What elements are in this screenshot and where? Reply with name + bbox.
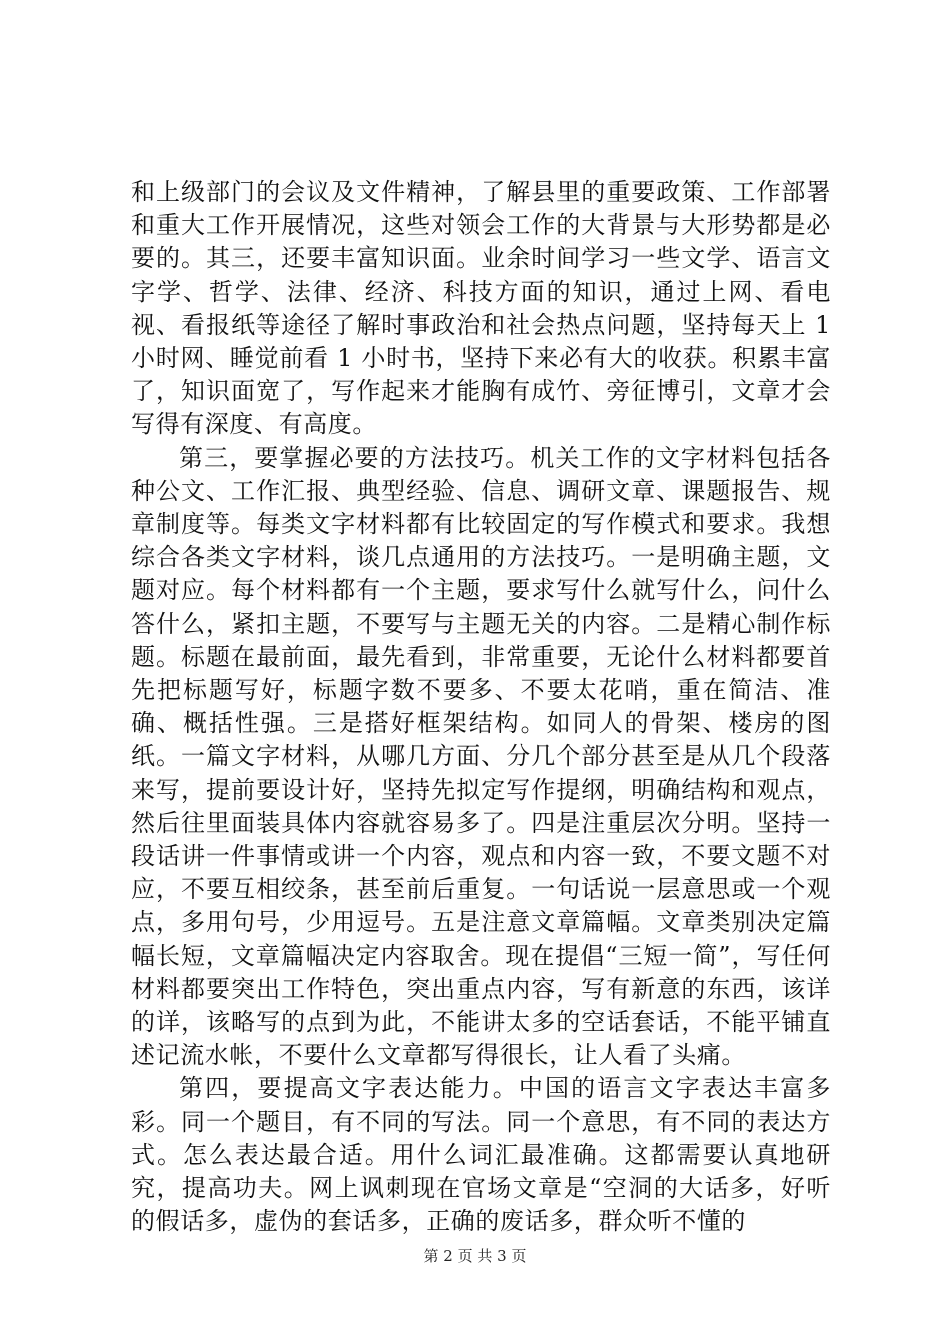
- paragraph-2: 第三，要掌握必要的方法技巧。机关工作的文字材料包括各种公文、工作汇报、典型经验、信息、调研文章、课题报告、规章制度等。每类文字材料都有比较固定的写作模式和要求。我想综合各类文字材料，谈几点通用的方法技巧。一是明确主题，文题对应。每个材料都有一个主题，要求写什么就写什么，问什么答什么，紧扣主题，不要写与主题无关的内容。二是精心制作标题。标题在最前面，最先看到，非常重要，无论什么材料都要首先把标题写好，标题字数不要多、不要太花哨，重在简洁、准确、概括性强。三是搭好框架结构。如同人的骨架、楼房的图纸。一篇文字材料，从哪几方面、分几个部分甚至是从几个段落来写，提前要设计好，坚持先拟定写作提纲，明确结构和观点，然后往里面装具体内容就容易多了。四是注重层次分明。坚持一段话讲一件事情或讲一个内容，观点和内容一致，不要文题不对应，不要互相绞条，甚至前后重复。一句话说一层意思或一个观点，多用句号，少用逗号。五是注意文章篇幅。文章类别决定篇幅长短，文章篇幅决定内容取舍。现在提倡“三短一简”，写任何材料都要突出工作特色，突出重点内容，写有新意的东西，该详的详，该略写的点到为此，不能讲太多的空话套话，不能平铺直述记流水帐，不要什么文章都写得很长，让人看了头痛。: [131, 443, 831, 1070]
- body-text: [131, 176, 831, 1239]
- paragraph-1: 和上级部门的会议及文件精神，了解县里的重要政策、工作部署和重大工作开展情况，这些对领会工作的大背景与大形势都是必要的。其三，还要丰富知识面。业余时间学习一些文学、语言文字学、哲学、法律、经济、科技方面的知识，通过上网、看电视、看报纸等途径了解时事政治和社会热点问题，坚持每天上 1 小时网、睡觉前看 1 小时书，坚持下来必有大的收获。积累丰富了，知识面宽了，写作起来才能胸有成竹、旁征博引，文章才会写得有深度、有高度。: [131, 178, 831, 439]
- page-number-footer: 第 2 页 共 3 页: [423, 1247, 527, 1265]
- paragraph-3: 第四，要提高文字表达能力。中国的语言文字表达丰富多彩。同一个题目，有不同的写法。同一个意思，有不同的表达方式。怎么表达最合适。用什么词汇最准确。这都需要认真地研究，提高功夫。网上讽刺现在官场文章是“空洞的大话多，好听的假话多，虚伪的套话多，正确的废话多，群众听不懂的: [131, 1074, 831, 1236]
